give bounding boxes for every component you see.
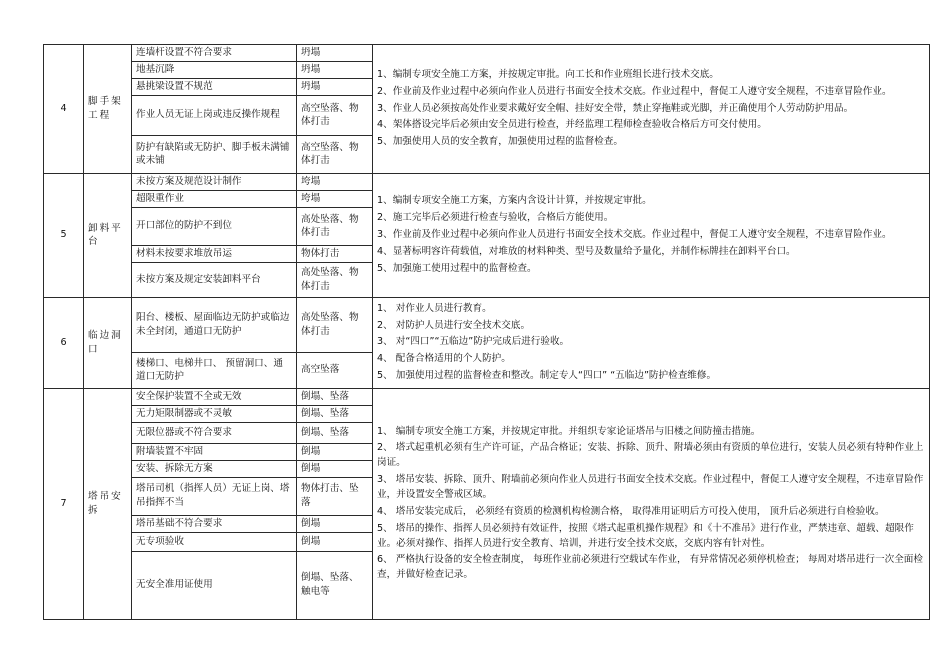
category-cell: 塔吊安拆 xyxy=(84,388,132,619)
hazard-cell: 悬挑梁设置不规范 xyxy=(132,78,297,95)
hazard-cell: 无安全准用证使用 xyxy=(132,551,297,619)
measure-item: 5、 塔吊的操作、指挥人员必须持有效证件，按照《塔式起重机操作规程》和《十不准吊》进行作业，严禁违章、超载、超限作业。必须对操作、指挥人员进行安全教育、培训，并进行安全技术交底，交底内容有针对性。 xyxy=(377,522,914,549)
measures-cell xyxy=(373,173,930,297)
measure-item: 4、显著标明容许荷载值，对堆放的材料种类、型号及数量给予量化，并制作标牌挂在卸料平台口。 xyxy=(377,245,796,257)
consequence-cell: 垮塌 xyxy=(297,190,373,207)
measure-item: 1、 对作业人员进行教育。 xyxy=(377,302,492,314)
consequence-cell: 高处坠落、物体打击 xyxy=(297,207,373,245)
row-number: 4 xyxy=(44,45,84,174)
consequence-cell: 倒塌 xyxy=(297,532,373,551)
measures-cell xyxy=(373,297,930,388)
measure-item: 5、加强使用人员的安全教育，加强使用过程的监督检查。 xyxy=(377,136,623,148)
measure-item: 6、 严格执行设备的安全检查制度， 每班作业前必须进行空载试车作业， 有异常情况必须停机检查； 每周对塔吊进行一次全面检查，并做好检查记录。 xyxy=(377,554,923,581)
measure-item: 3、 塔吊安装、拆除、顶升、附墙前必须向作业人员进行书面安全技术交底。作业过程中，督促工人遵守安全规程，不违章冒险作业，并设置安全警戒区域。 xyxy=(377,474,924,500)
consequence-cell: 高处坠落、物体打击 xyxy=(297,262,373,297)
measure-item: 1、编制专项安全施工方案，并按规定审批。向工长和作业班组长进行技术交底。 xyxy=(377,68,719,80)
row-number: 7 xyxy=(44,388,84,619)
consequence-cell: 坍塌 xyxy=(297,61,373,78)
measure-item: 5、 加强使用过程的监督检查和整改。制定专人“四口” “五临边”防护检查维修。 xyxy=(377,370,717,382)
hazard-cell: 无专项验收 xyxy=(132,532,297,551)
measure-item: 2、施工完毕后必须进行检查与验收，合格后方能使用。 xyxy=(377,212,614,224)
row-number: 6 xyxy=(44,297,84,388)
table-row xyxy=(44,388,930,405)
consequence-cell: 垮塌 xyxy=(297,173,373,190)
measure-item: 2、作业前及作业过程中必须向作业人员进行书面安全技术交底。作业过程中，督促工人遵守安全规程，不违章冒险作业。 xyxy=(377,85,892,97)
measure-item: 2、 对防护人员进行安全技术交底。 xyxy=(377,319,531,331)
consequence-cell: 坍塌 xyxy=(297,78,373,95)
category-cell: 临边洞口 xyxy=(84,297,132,388)
table-row xyxy=(44,297,930,352)
measure-item: 4、架体搭设完毕后必须由安全员进行检查，并经监理工程师检查验收合格后方可交付使用。 xyxy=(377,119,767,131)
measure-item: 3、作业人员必须按高处作业要求戴好安全帽、挂好安全带，禁止穿拖鞋或光脚，并正确使用个人劳动防护用品。 xyxy=(377,102,854,114)
hazard-cell: 楼梯口、电梯井口、 预留洞口、通道口无防护 xyxy=(132,352,297,388)
table-body xyxy=(44,45,930,620)
consequence-cell: 高空坠落、物体打击 xyxy=(297,135,373,173)
measure-item: 4、 配备合格适用的个人防护。 xyxy=(377,353,511,365)
risk-control-table xyxy=(43,44,930,620)
hazard-cell: 作业人员无证上岗或违反操作规程 xyxy=(132,95,297,135)
hazard-cell: 连墙杆设置不符合要求 xyxy=(132,45,297,62)
consequence-cell: 高空坠落 xyxy=(297,352,373,388)
measure-item: 4、 塔吊安装完成后， 必须经有资质的检测机构检测合格， 取得准用证明后方可投入使用， 顶升后必须进行自检验收。 xyxy=(377,505,885,517)
hazard-cell: 安全保护装置不全或无效 xyxy=(132,388,297,405)
measure-item: 3、作业前及作业过程中必须向作业人员进行书面安全技术交底。作业过程中，督促工人遵守安全规程，不违章冒险作业。 xyxy=(377,228,892,240)
hazard-cell: 安装、拆除无方案 xyxy=(132,460,297,477)
consequence-cell: 倒塌 xyxy=(297,443,373,460)
hazard-cell: 地基沉降 xyxy=(132,61,297,78)
measures-cell xyxy=(373,388,930,619)
consequence-cell: 物体打击 xyxy=(297,245,373,262)
row-number: 5 xyxy=(44,173,84,297)
measure-item: 1、编制专项安全施工方案，方案内含设计计算，并按规定审批。 xyxy=(377,195,652,207)
hazard-cell: 无力矩限制器或不灵敏 xyxy=(132,405,297,422)
table-row xyxy=(44,173,930,190)
hazard-cell: 开口部位的防护不到位 xyxy=(132,207,297,245)
consequence-cell: 倒塌、坠落 xyxy=(297,388,373,405)
consequence-cell: 物体打击、坠落 xyxy=(297,477,373,515)
hazard-cell: 未按方案及规定安装卸料平台 xyxy=(132,262,297,297)
hazard-cell: 防护有缺陷或无防护、脚手板未满铺或未铺 xyxy=(132,135,297,173)
measure-item: 1、 编制专项安全施工方案，并按规定审批。并组织专家论证塔吊与旧楼之间防撞击措施。 xyxy=(377,425,761,437)
hazard-cell: 阳台、楼板、屋面临边无防护或临边未全封闭，通道口无防护 xyxy=(132,297,297,352)
measure-item: 3、 对“四口”“五临边”防护完成后进行验收。 xyxy=(377,336,570,348)
table-row xyxy=(44,45,930,62)
consequence-cell: 倒塌、坠落 xyxy=(297,422,373,443)
measure-item: 2、 塔式起重机必须有生产许可证，产品合格证；安装、拆除、顶升、附墙必须由有资质的单位进行，安装人员必须有特种作业上岗证。 xyxy=(377,442,924,469)
consequence-cell: 坍塌 xyxy=(297,45,373,62)
hazard-cell: 无限位器或不符合要求 xyxy=(132,422,297,443)
consequence-cell: 高处坠落、物体打击 xyxy=(297,297,373,352)
hazard-cell: 未按方案及规范设计制作 xyxy=(132,173,297,190)
consequence-cell: 倒塌 xyxy=(297,460,373,477)
measures-cell xyxy=(373,45,930,174)
category-cell: 卸料平台 xyxy=(84,173,132,297)
consequence-cell: 高空坠落、物体打击 xyxy=(297,95,373,135)
hazard-cell: 材料未按要求堆放吊运 xyxy=(132,245,297,262)
consequence-cell: 倒塌 xyxy=(297,515,373,532)
hazard-cell: 塔吊司机（指挥人员）无证上岗、塔吊指挥不当 xyxy=(132,477,297,515)
consequence-cell: 倒塌、坠落、触电等 xyxy=(297,551,373,619)
hazard-cell: 塔吊基础不符合要求 xyxy=(132,515,297,532)
category-cell: 脚手架工程 xyxy=(84,45,132,174)
hazard-cell: 附墙装置不牢固 xyxy=(132,443,297,460)
measure-item: 5、加强施工使用过程中的监督检查。 xyxy=(377,262,537,274)
consequence-cell: 倒塌、坠落 xyxy=(297,405,373,422)
hazard-cell: 超限重作业 xyxy=(132,190,297,207)
